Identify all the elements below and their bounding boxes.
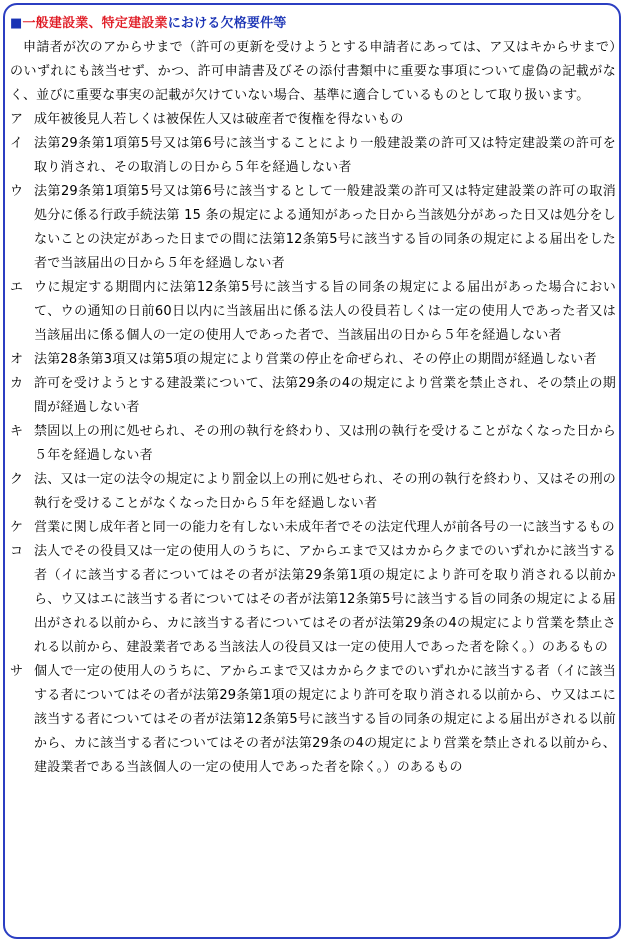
list-item-text: 法、又は一定の法令の規定により罰金以上の刑に処せられ、その刑の執行を終わり、又はその刑の執行を受けることがなくなった日から５年を経過しない者 bbox=[34, 472, 616, 511]
list-item bbox=[10, 516, 616, 540]
list-item-text: 営業に関し成年者と同一の能力を有しない未成年者でその法定代理人が前各号の一に該当するもの bbox=[34, 520, 615, 535]
list-item-key: イ bbox=[10, 136, 24, 151]
list-item bbox=[10, 372, 616, 420]
list-item bbox=[10, 348, 616, 372]
list-item-text: 個人で一定の使用人のうちに、アからエまで又はカからクまでのいずれかに該当する者（イに該当する者についてはその者が法第29条第1項の規定により許可を取り消される以前から、ウ又はエに該当する者についてはその者が法第12条第5号に該当する旨の同条の規定による届出がされる以前から、カに該当する者についてはその者が法第29条の4の規定により営業を禁止される以前から、建設業者である当該個人の一定の使用人であった者を除く。）のあるもの bbox=[34, 664, 616, 775]
heading-rest: における欠格要件等 bbox=[167, 16, 287, 31]
list-item bbox=[10, 540, 616, 660]
list-item-text: 法人でその役員又は一定の使用人のうちに、アからエまで又はカからクまでのいずれかに該当する者（イに該当する者についてはその者が法第29条第1項の規定により許可を取り消される以前から、ウ又はエに該当する者についてはその者が法第12条第5号に該当する旨の同条の規定による届出がされる以前から、カに該当する者についてはその者が法第29条の4の規定により営業を禁止される以前から、建設業者である当該法人の役員又は一定の使用人であった者を除く。）のあるもの bbox=[34, 544, 616, 655]
list-item-text: ウに規定する期間内に法第12条第5号に該当する旨の同条の規定による届出があった場合において、ウの通知の日前60日以内に当該届出に係る法人の役員若しくは一定の使用人であった者又は当該届出に係る個人の一定の使用人であった者で、当該届出の日から５年を経過しない者 bbox=[34, 280, 616, 343]
list-item-text: 法第29条第1項第5号又は第6号に該当するとして一般建設業の許可又は特定建設業の許可の取消処分に係る行政手続法第 15 条の規定による通知があった日から当該処分があった日又は処分をしないことの決定があった日までの間に法第12条第5号に該当する旨の同条の規定による届出をした者で当該届出の日から５年を経過しない者 bbox=[34, 184, 616, 271]
heading-highlight: 一般建設業、特定建設業 bbox=[22, 16, 168, 31]
list-item-key: コ bbox=[10, 544, 24, 559]
list-item-text: 許可を受けようとする建設業について、法第29条の4の規定により営業を禁止され、その禁止の期間が経過しない者 bbox=[34, 376, 616, 415]
square-bullet-icon: ■ bbox=[10, 16, 23, 31]
list-item bbox=[10, 276, 616, 348]
list-item bbox=[10, 420, 616, 468]
list-item-key: エ bbox=[10, 280, 24, 295]
list-item-text: 法第28条第3項又は第5項の規定により営業の停止を命ぜられ、その停止の期間が経過しない者 bbox=[34, 352, 597, 367]
requirement-list bbox=[10, 108, 616, 780]
list-item-key: オ bbox=[10, 352, 24, 367]
list-item bbox=[10, 468, 616, 516]
list-item-key: ア bbox=[10, 112, 24, 127]
list-item bbox=[10, 180, 616, 276]
list-item bbox=[10, 108, 616, 132]
list-item-key: キ bbox=[10, 424, 24, 439]
list-item bbox=[10, 660, 616, 780]
list-item-key: ク bbox=[10, 472, 24, 487]
document-body bbox=[10, 12, 616, 780]
intro-paragraph: 申請者が次のアからサまで（許可の更新を受けようとする申請者にあっては、ア又はキからサまで）のいずれにも該当せず、かつ、許可申請書及びその添付書類中に重要な事項について虚偽の記載がなく、並びに重要な事実の記載が欠けていない場合、基準に適合しているものとして取り扱います。 bbox=[10, 40, 616, 103]
list-item-key: カ bbox=[10, 376, 24, 391]
list-item-key: サ bbox=[10, 664, 24, 679]
section-heading bbox=[10, 12, 616, 36]
list-item-key: ケ bbox=[10, 520, 24, 535]
list-item bbox=[10, 132, 616, 180]
list-item-text: 禁固以上の刑に処せられ、その刑の執行を終わり、又は刑の執行を受けることがなくなった日から５年を経過しない者 bbox=[34, 424, 616, 463]
list-item-text: 法第29条第1項第5号又は第6号に該当することにより一般建設業の許可又は特定建設業の許可を取り消され、その取消しの日から５年を経過しない者 bbox=[34, 136, 616, 175]
list-item-key: ウ bbox=[10, 184, 24, 199]
list-item-text: 成年被後見人若しくは被保佐人又は破産者で復権を得ないもの bbox=[34, 112, 404, 127]
